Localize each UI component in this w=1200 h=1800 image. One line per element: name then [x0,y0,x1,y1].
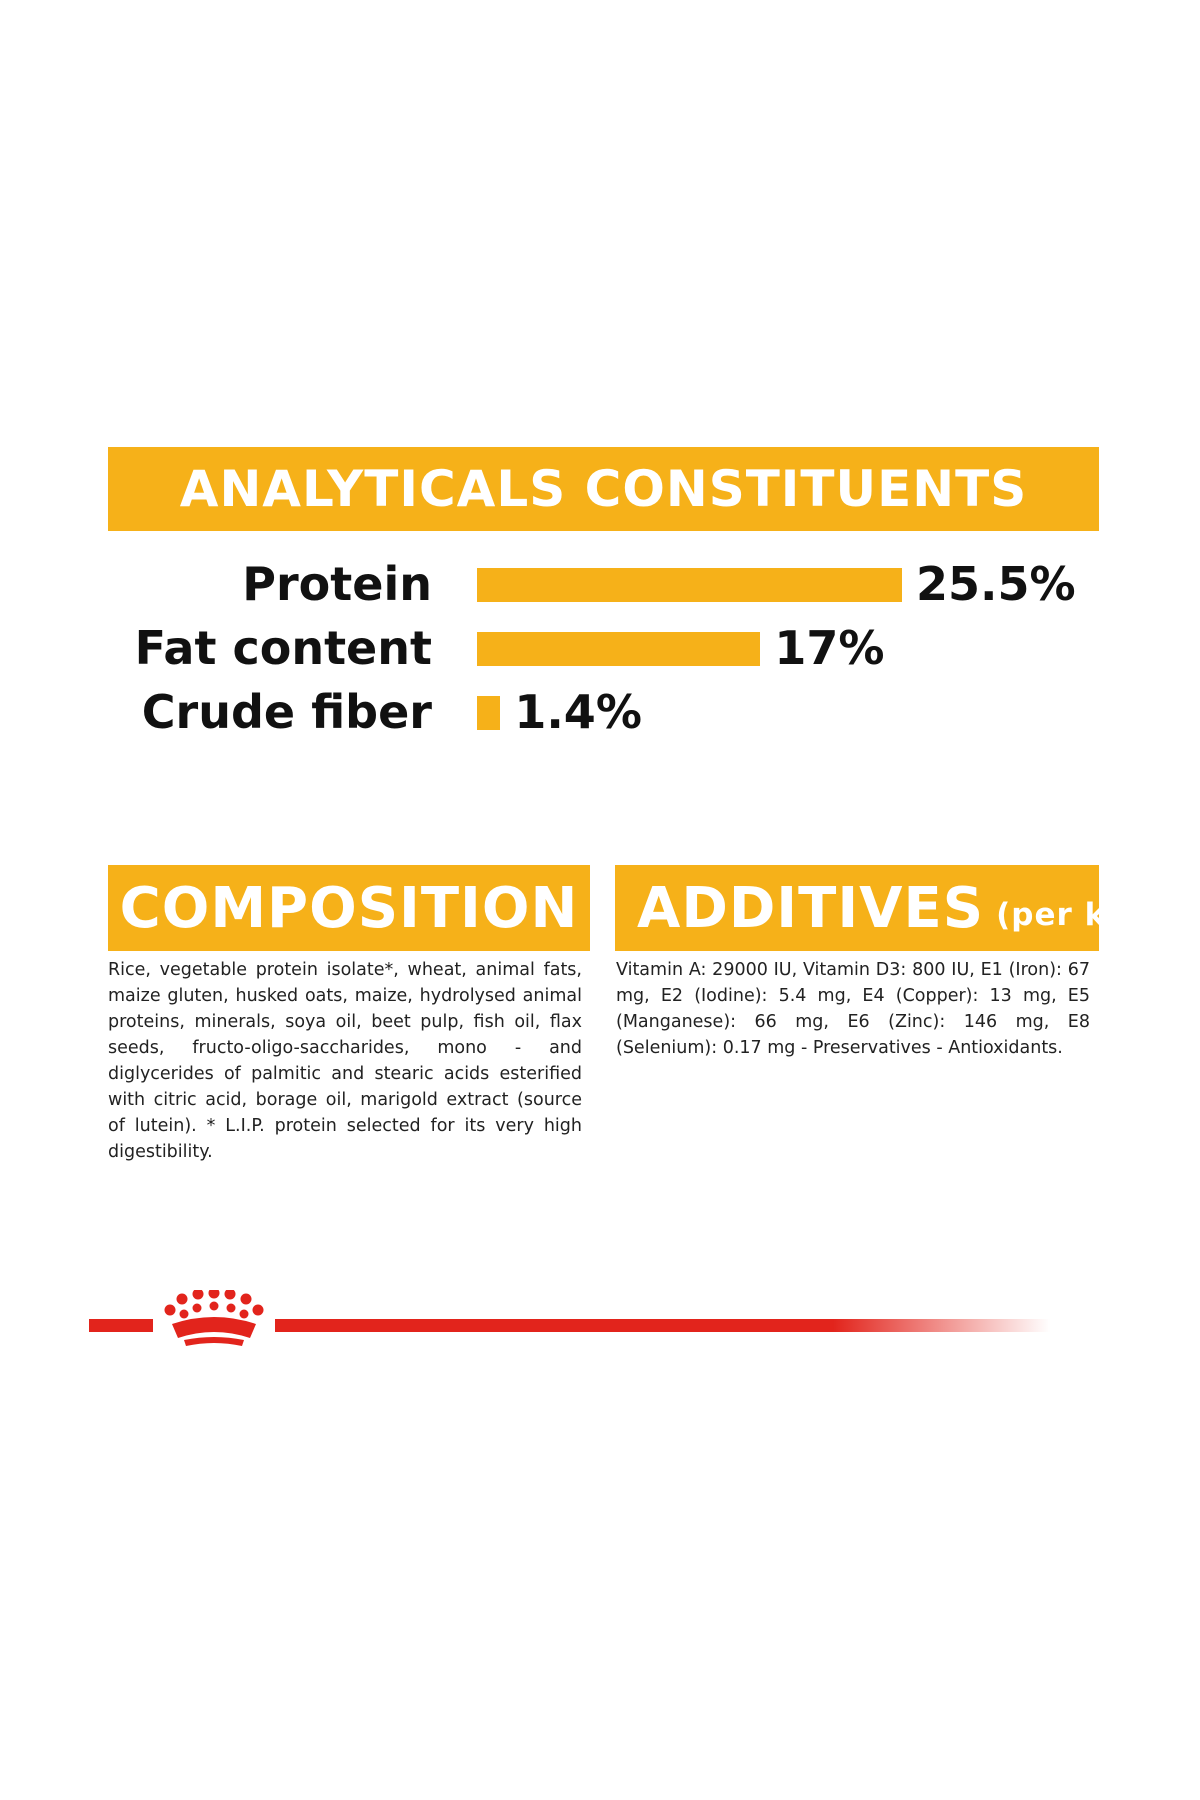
nutrient-bar [477,568,902,602]
nutrient-bar [477,696,500,730]
nutrient-bar [477,632,760,666]
composition-title: COMPOSITION [119,875,579,941]
nutrient-row-fat [0,617,1200,679]
additives-banner [615,865,1145,951]
additives-title: ADDITIVES [637,875,985,941]
royal-canin-crown-icon [158,1290,270,1348]
nutrient-value: 17% [774,621,885,675]
nutrient-label: Fat content [134,621,432,675]
analytics-banner [108,447,1099,531]
composition-banner [108,865,590,951]
analytics-title: ANALYTICALS CONSTITUENTS [179,460,1028,518]
nutrient-row-fiber [0,681,1200,743]
nutrient-row-protein [0,553,1200,615]
footer-rule-left [89,1319,153,1332]
footer-rule-right [275,1319,1050,1332]
nutrient-label: Protein [242,557,432,611]
nutrient-value: 1.4% [514,685,642,739]
additives-subtitle: (per kg) [996,897,1145,933]
nutrient-value: 25.5% [916,557,1076,611]
composition-text: Rice, vegetable protein isolate*, wheat, animal fats, maize gluten, husked oats, maize, hydrolysed animal proteins, minerals, soya oil, beet pulp, fish oil, flax seeds, fructo-oligo-saccharides, mono - and diglycerides of palmitic and stearic acids esterified with citric acid, borage oil, marigold extract (source of lutein). * L.I.P. protein selected for its very high digestibility. [108,960,582,1162]
nutrient-label: Crude fiber [141,685,432,739]
additives-text: Vitamin A: 29000 IU, Vitamin D3: 800 IU, E1 (Iron): 67 mg, E2 (Iodine): 5.4 mg, E4 (Copper): 13 mg, E5 (Manganese): 66 mg, E6 (Zinc): 146 mg, E8 (Selenium): 0.17 mg - Preservatives - Antioxidants. [616,960,1090,1058]
